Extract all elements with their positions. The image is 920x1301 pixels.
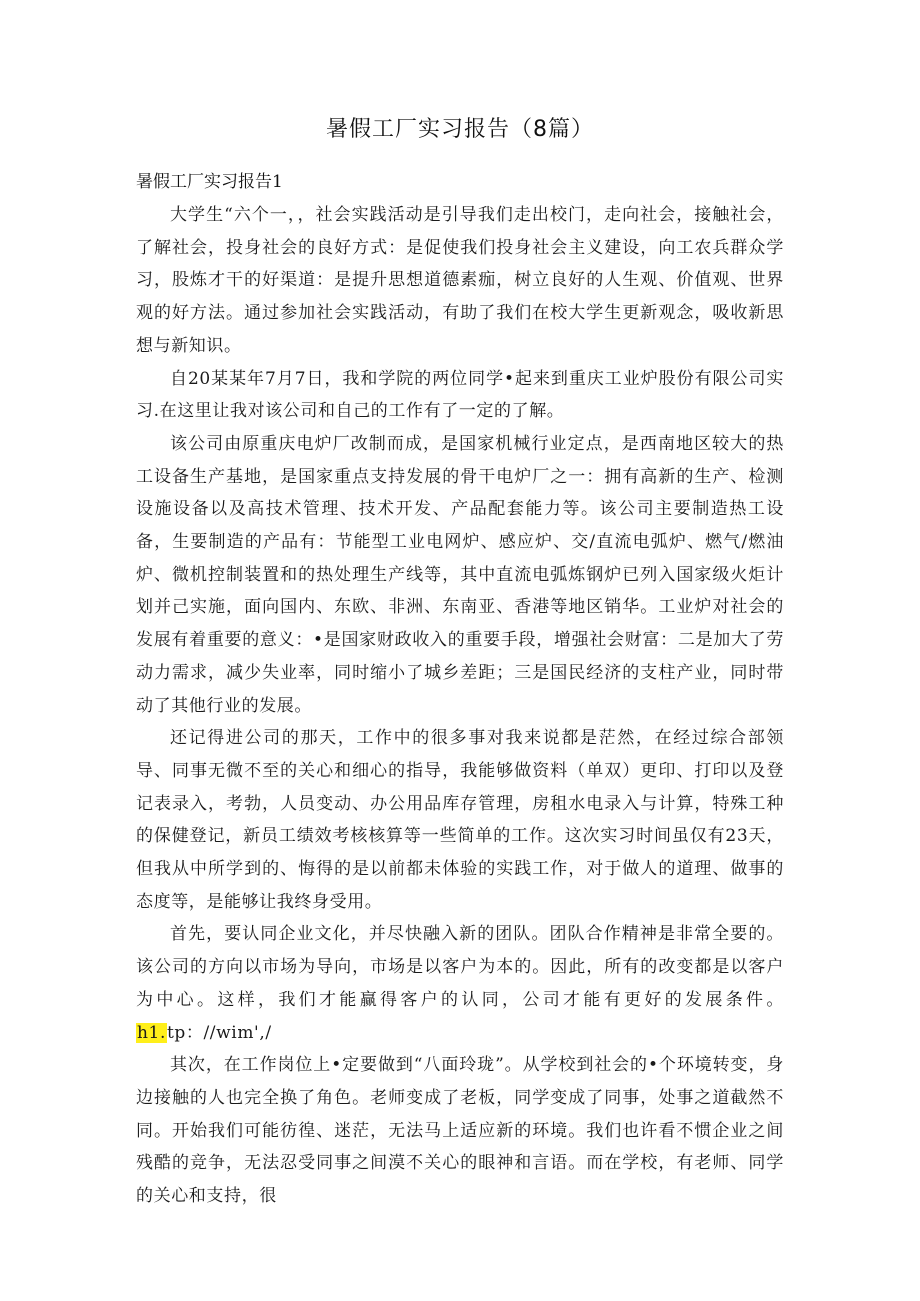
paragraph-6: 其次，在工作岗位上•定要做到“八面玲珑”。从学校到社会的•个环境转变，身边接触的人也完全换了角色。老师变成了老板，同学变成了同事，处事之道截然不同。开始我们可能彷徨、迷茫，无法马上适应新的环境。我们也许看不惯企业之间残酷的竞争，无法忍受同事之间漠不关心的眼神和言语。而在学校，有老师、同学的关心和支持，很 (136, 1055, 784, 1207)
section-heading: 暑假工厂实习报告1 (136, 172, 283, 192)
paragraph-5-text: 首先，要认同企业文化，并尽快融入新的团队。团队合作精神是非常全要的。该公司的方向以市场为导向，市场是以客户为本的。因此，所有的改变都是以客户为中心。这样，我们才能赢得客户的认同，公司才能有更好的发展条件。 (136, 924, 784, 1010)
paragraph-1: 大学生“六个一，，社会实践活动是引导我们走出校门，走向社会，接触社会，了解社会，投身社会的良好方式：是促使我们投身社会主义建设，向工农兵群众学习，股炼才干的好渠道：是提升思想道德素痂，树立良好的人生观、价值观、世界观的好方法。通过参加社会实践活动，有助了我们在校大学生更新观念，吸收新思想与新知识。 (136, 205, 784, 356)
document-body (136, 199, 784, 1213)
paragraph-5 (136, 918, 784, 1049)
document-title: 暑假工厂实习报告（8篇） (326, 117, 594, 142)
paragraph-4: 还记得进公司的那天，工作中的很多事对我来说都是茫然，在经过综合部领导、同事无微不至的关心和细心的指导，我能够做资料（单双）更印、打印以及登记表录入，考勃，人员变动、办公用品库存管理，房租水电录入与计算，特殊工种的保健登记，新员工绩效考核核算等一些简单的工作。这次实习时间虽仅有23天，但我从中所学到的、悔得的是以前都未体验的实践工作，对于做人的道理、做事的态度等，是能够让我终身受用。 (136, 728, 784, 912)
paragraph-2: 自20某某年7月7日，我和学院的两位同学•起来到重庆工业炉股份有限公司实习.在这里让我对该公司和自己的工作有了一定的了解。 (136, 368, 784, 422)
highlighted-link-fragment: h1. (137, 1022, 166, 1043)
link-fragment: tp：//wim',/ (166, 1022, 272, 1043)
paragraph-3: 该公司由原重庆电炉厂改制而成，是国家机械行业定点，是西南地区较大的热工设备生产基地，是国家重点支持发展的骨干电炉厂之一：拥有高新的生产、检测设施设备以及高技术管理、技术开发、产品配套能力等。该公司主要制造热工设备，生要制造的产品有：节能型工业电网炉、感应炉、交/直流电弧炉、燃气/燃油炉、微机控制装置和的热处理生产线等，其中直流电弧炼钢炉已列入国家级火炬计划并己实施，面向国内、东欧、非洲、东南亚、香港等地区销华。工业炉对社会的发展有着重要的意义：•是国家财政收入的重要手段，增强社会财富：二是加大了劳动力需求，减少失业率，同时缩小了城乡差距；三是国民经济的支柱产业，同时带动了其他行业的发展。 (136, 433, 784, 716)
